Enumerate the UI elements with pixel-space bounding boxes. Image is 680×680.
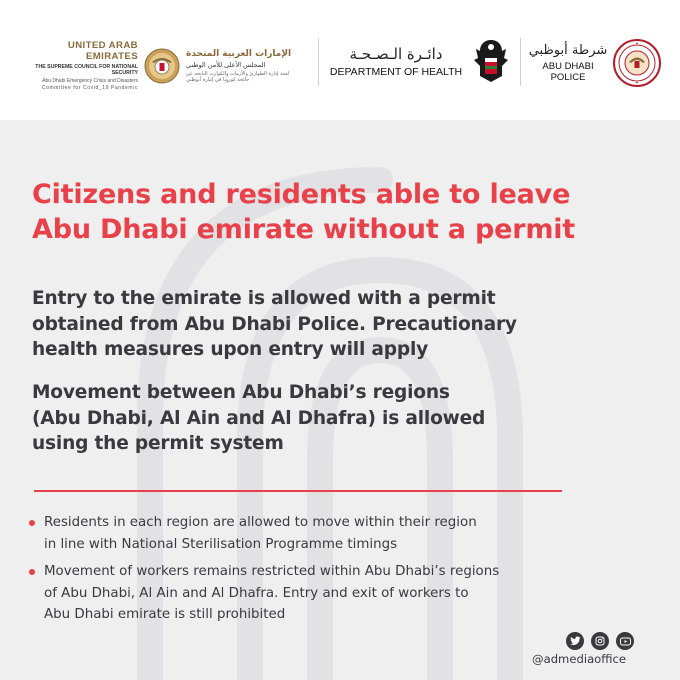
paragraph-line: (Abu Dhabi, Al Ain and Al Dhafra) is allowed: [32, 407, 486, 429]
twitter-icon[interactable]: [566, 632, 584, 650]
headline-line: Citizens and residents able to leave: [32, 179, 571, 210]
section-divider: [34, 490, 562, 492]
paragraph-line: using the permit system: [32, 433, 284, 454]
paragraph-line: Entry to the emirate is allowed with a permit: [32, 288, 496, 309]
paragraph-line: health measures upon entry will apply: [32, 339, 429, 360]
header-divider: [318, 38, 319, 86]
ncema-text-en: [18, 40, 138, 91]
doh-name-ar: دائـرة الـصـحـة: [349, 44, 443, 63]
ncema-committee-en-2: Committee for Covid_19 Pandemic: [41, 85, 138, 91]
ncema-text-ar: [186, 49, 292, 83]
bullet-line: of Abu Dhabi, Al Ain and Al Dhafra. Entry and exit of workers to: [44, 585, 469, 601]
headline-line: Abu Dhabi emirate without a permit: [32, 214, 576, 245]
ncema-name-en: UNITED ARAB EMIRATES: [67, 40, 138, 62]
bullet-line: Movement of workers remains restricted within Abu Dhabi’s regions: [44, 564, 500, 579]
police-name-ar: شرطة أبوظبي: [528, 43, 608, 58]
doh-text: [326, 45, 466, 78]
youtube-icon[interactable]: [616, 632, 634, 650]
police-seal-icon: [612, 38, 662, 88]
police-name-en: ABU DHABI POLICE: [542, 61, 594, 83]
ncema-council-ar: المجلس الأعلى للأمن الوطني: [186, 60, 266, 69]
social-icons: [566, 632, 634, 650]
ncema-logo: [18, 40, 292, 91]
bullet-line: Abu Dhabi emirate is still prohibited: [44, 607, 286, 622]
header-bar: [0, 0, 680, 120]
bullet-line: Residents in each region are allowed to move within their region: [44, 515, 477, 530]
falcon-emblem-icon: [470, 36, 512, 86]
ncema-committee-en-1: Abu Dhabi Emergency Crisis and Disasters: [42, 78, 138, 84]
uae-emblem-icon: [144, 48, 180, 84]
movement-paragraph: [32, 380, 652, 457]
headline: [32, 177, 652, 247]
social-handle: @admediaoffice: [532, 652, 626, 666]
doh-name-en: DEPARTMENT OF HEALTH: [329, 65, 463, 78]
bullet-line: in line with National Sterilisation Programme timings: [44, 536, 398, 552]
bullet-list: [28, 512, 628, 632]
ncema-name-ar: الإمارات العربية المتحدة: [186, 48, 292, 59]
ncema-committee-ar: لجنة إدارة الطوارئ والأزمات والكوارث الناتجة عن جائحة كورونا في إمارة أبوظبي: [186, 70, 290, 83]
police-text: [526, 43, 610, 83]
bullet-item: [28, 512, 628, 555]
police-logo: [526, 38, 662, 88]
header-divider: [520, 38, 521, 86]
bullet-dot-icon: [29, 520, 35, 526]
bullet-item: [28, 561, 628, 626]
instagram-icon[interactable]: [591, 632, 609, 650]
paragraph-line: obtained from Abu Dhabi Police. Precautionary: [32, 313, 517, 335]
paragraph-line: Movement between Abu Dhabi’s regions: [32, 382, 450, 403]
doh-logo: [326, 36, 512, 86]
entry-paragraph: [32, 286, 652, 363]
ncema-council-en: THE SUPREME COUNCIL FOR NATIONAL SECURITY: [35, 64, 138, 76]
content-panel: [0, 120, 680, 680]
bullet-dot-icon: [29, 569, 35, 575]
